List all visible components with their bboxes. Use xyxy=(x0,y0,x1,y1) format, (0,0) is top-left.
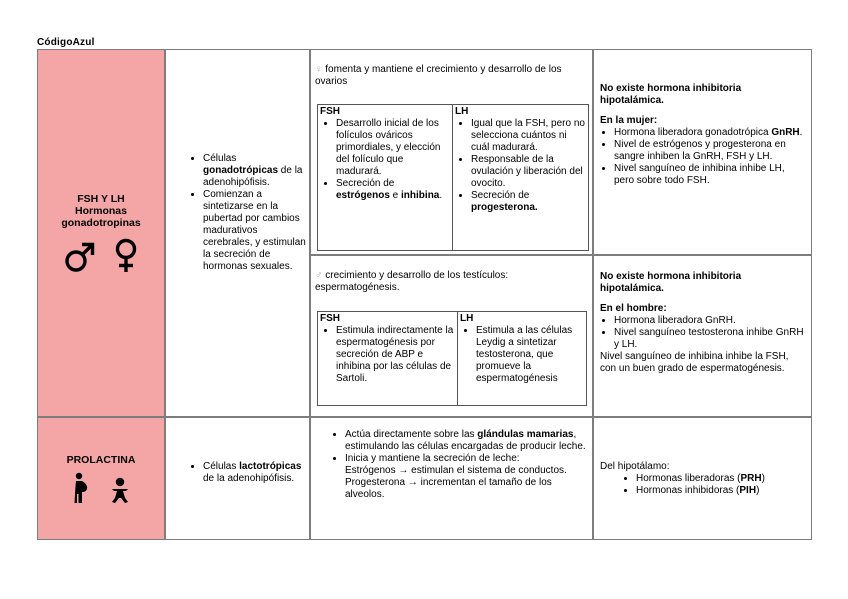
female-lh-header: LH xyxy=(455,106,469,117)
female-action-cell xyxy=(310,49,593,255)
fsh-lh-cells-cell xyxy=(165,49,310,417)
female-fsh-column xyxy=(318,105,453,250)
female-inhib-item: • Nivel sanguíneo de inhibina inhibe LH, pero sobre todo FSH. xyxy=(614,163,807,187)
male-lh-header: LH xyxy=(460,313,474,324)
female-fsh-item: • Secreción de estrógenos e inhibina. xyxy=(336,178,450,202)
prolactina-action-item: • Inicia y mantiene la secreción de leche: Estrógenos → estimulan el sistema de conductos. Progesterona → incrementan el tamaño de los alveolos. xyxy=(345,453,586,501)
prolactina-title: PROLACTINA xyxy=(66,454,136,466)
female-hormone-table xyxy=(317,104,589,251)
male-lh-item: • Estimula a las células Leydig a sintetizar testosterona, que promueve la espermatogénesis xyxy=(476,325,584,385)
prolactina-action-cell xyxy=(310,417,593,540)
fsh-lh-title-cell xyxy=(37,49,165,417)
prolactina-cells-cell xyxy=(165,417,310,540)
female-lh-item: • Secreción de progesterona. xyxy=(471,190,586,214)
female-fsh-item: • Desarrollo inicial de los folículos ováricos primordiales, y elección del folículo que madurará. xyxy=(336,118,450,178)
female-inhib-title: No existe hormona inhibitoria hipotalámica. xyxy=(600,83,742,106)
male-fsh-header: FSH xyxy=(320,313,340,324)
male-symbol: ♂ xyxy=(315,270,323,281)
fsh-lh-puberty-item: • Comienzan a sintetizarse en la pubertad por cambios madurativos cerebrales, y estimulan la secreción de hormonas sexuales. xyxy=(203,189,307,273)
female-inhib-item: • Nivel de estrógenos y progesterona en sangre inhiben la GnRH, FSH y LH. xyxy=(614,139,807,163)
brand-header: CódigoAzul xyxy=(37,37,95,48)
prolactina-action-item: • Actúa directamente sobre las glándulas mamarias, estimulando las células encargadas de producir leche. xyxy=(345,429,586,453)
fsh-lh-title-line1: FSH Y LH xyxy=(77,193,125,205)
female-symbol-icon xyxy=(113,238,139,274)
male-inhib-subtitle: En el hombre: xyxy=(600,303,667,314)
male-intro: ♂ crecimiento y desarrollo de los testículos: espermatogénesis. xyxy=(315,270,509,293)
male-lh-column xyxy=(458,312,586,405)
female-inhib-item: • Hormona liberadora gonadotrópica GnRH. xyxy=(614,127,807,139)
prolactina-hypo-item: • Hormonas inhibidoras (PIH) xyxy=(636,485,807,497)
fsh-lh-cells-item: • Células gonadotrópicas de la adenohipófisis. xyxy=(203,153,307,189)
female-regulation-cell xyxy=(593,49,812,255)
female-lh-column xyxy=(453,105,588,250)
male-inhib-note: Nivel sanguíneo de inhibina inhibe la FSH, con un buen grado de espermatogénesis. xyxy=(600,351,789,374)
progesterone-line: Progesterona → incrementan el tamaño de los alveolos. xyxy=(345,477,552,500)
male-action-cell xyxy=(310,255,593,417)
estrogen-line: Estrógenos → estimulan el sistema de conductos. xyxy=(345,465,567,476)
prolactina-title-cell xyxy=(37,417,165,540)
prolactina-hypo-intro: Del hipotálamo: xyxy=(600,461,670,472)
pregnant-woman-icon xyxy=(70,472,92,504)
baby-icon xyxy=(108,476,132,504)
female-symbol: ♀ xyxy=(315,64,323,75)
prolactina-cells-item: • Células lactotrópicas de la adenohipófisis. xyxy=(203,461,307,485)
fsh-lh-title-line2: Hormonas xyxy=(75,205,127,217)
fsh-lh-title-line3: gonadotropinas xyxy=(61,217,141,229)
male-inhib-item: • Nivel sanguíneo testosterona inhibe GnRH y LH. xyxy=(614,327,807,351)
male-symbol-icon xyxy=(63,240,97,274)
female-lh-item: • Igual que la FSH, pero no selecciona cuántos ni cuál madurará. xyxy=(471,118,586,154)
male-fsh-item: • Estimula indirectamente la espermatogénesis por secreción de ABP e inhibina por las células de Sartoli. xyxy=(336,325,455,385)
male-fsh-column xyxy=(318,312,458,405)
prolactina-regulation-cell xyxy=(593,417,812,540)
female-lh-item: • Responsable de la ovulación y liberación del ovocito. xyxy=(471,154,586,190)
female-inhib-subtitle: En la mujer: xyxy=(600,115,658,126)
male-regulation-cell xyxy=(593,255,812,417)
female-intro: ♀ fomenta y mantiene el crecimiento y desarrollo de los ovarios xyxy=(315,64,562,87)
male-inhib-item: • Hormona liberadora GnRH. xyxy=(614,315,807,327)
male-hormone-table xyxy=(317,311,587,406)
male-inhib-title: No existe hormona inhibitoria hipotalámica. xyxy=(600,271,742,294)
prolactina-hypo-item: • Hormonas liberadoras (PRH) xyxy=(636,473,807,485)
female-fsh-header: FSH xyxy=(320,106,340,117)
